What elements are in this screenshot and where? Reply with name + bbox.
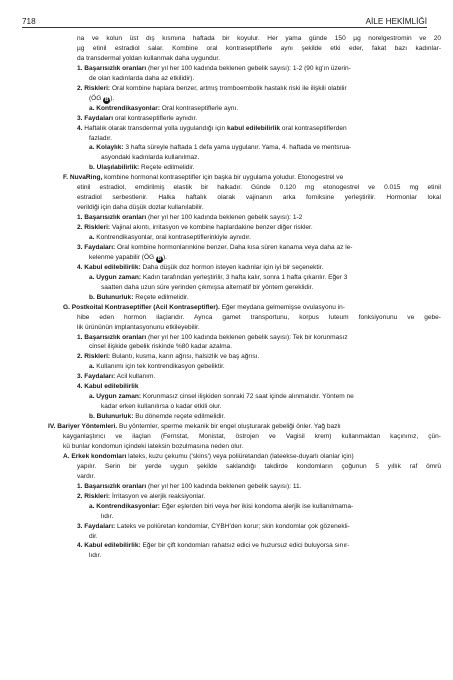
text-line [77, 352, 259, 362]
text-line [63, 173, 343, 183]
text-run: lıdır. [101, 512, 114, 520]
text-line [101, 153, 199, 163]
text-run: (her yıl her 100 kadında beklenen gebelik sayısı): 11. [146, 482, 302, 490]
bold-text: Başarısızlık oranları [84, 64, 147, 72]
text-run: Eğer bir çift kondomları rahatsız edici ve huzursuz edici buluyorsa sınır- [140, 542, 350, 550]
text-run: de olan kadınlarda daha az etkilidir). [89, 74, 195, 82]
text-line [77, 263, 323, 273]
text-run: İrritasyon ve alerjik reaksiyonlar. [110, 492, 206, 500]
text-line [89, 104, 238, 114]
text-run: Haftalık olarak transdermal yolla uygulandığı için [84, 124, 227, 132]
text-line [89, 532, 98, 542]
bold-text: 3. [77, 522, 85, 530]
text-run: Lateks ve poliüretan kondomlar, CYBH'den korur; skin kondomlar çok gözenekli- [115, 522, 350, 530]
text-line [101, 283, 313, 293]
text-run: Reçete edilmelidir. [139, 164, 195, 172]
bold-text: Uygun zaman: [96, 393, 142, 401]
text-line [77, 313, 441, 323]
text-run: vardır. [77, 472, 96, 480]
text-line [77, 183, 441, 193]
bold-text: Kabul edilebilirlik [84, 383, 139, 391]
text-run: etinil estradiol, emdirilmiş elastik bir halkadır. Günde 0.120 mg etonogestrel ve 0.015 mg etinil [77, 184, 441, 192]
bold-text: a. [89, 393, 97, 401]
bold-text: a. [89, 234, 97, 241]
bold-text: F. [63, 174, 70, 182]
bold-text: Faydaları: [84, 373, 116, 381]
text-line [77, 462, 441, 472]
bold-text: A. [63, 452, 72, 460]
text-run: (her yıl her 100 kadında beklenen gebelik sayısı): 1-2 [146, 214, 303, 222]
bold-text: Kabul edilebilirlik: [84, 263, 141, 271]
text-line [77, 84, 347, 94]
text-line [63, 452, 354, 462]
bold-text: Ulaşılabilirlik: [96, 164, 140, 172]
text-run: da transdermal yoldan kullanmak daha uygundur. [77, 54, 221, 62]
text-run: estradiol serbestlenir. Halka haftalık olarak vajinanın arka forniksine yerleştirilir. Hormonlar lokal [77, 194, 441, 202]
text-line [63, 442, 243, 452]
text-run: Eğer eşlerden biri veya her ikisi kondoma alerjik ise kullanılmama- [159, 502, 354, 510]
bold-text: G. [63, 303, 72, 311]
text-line [77, 223, 313, 233]
text-line [89, 74, 194, 84]
text-line [77, 243, 353, 253]
bold-text: Başarısızlık oranları [84, 333, 147, 341]
text-line [77, 522, 350, 532]
bold-text: 4. [77, 263, 85, 271]
bold-text: Kontrendikasyonlar: [96, 104, 160, 112]
text-run: hibe eden hormon ilaçlarıdır. Ayrıca gamet transportunu, korpus luteum fonksiyonunu ve gebe- [77, 313, 441, 321]
bold-text: b. [89, 413, 97, 421]
text-line [77, 482, 301, 492]
text-line [77, 114, 197, 124]
bold-text: Faydaları: [84, 243, 116, 251]
text-run: Kadın tarafından yerleştirilir, 3 hafta kalır, sonra 1 hafta çıkarılır. Eğer 3 [141, 273, 348, 281]
text-run: ). [110, 94, 115, 102]
text-run: oral kontraseptiflerden [280, 124, 347, 132]
bold-text: 1. [77, 333, 85, 341]
bold-text: 2. [77, 492, 85, 500]
bold-text: Riskleri: [84, 224, 111, 232]
bold-text: 2. [77, 224, 85, 232]
bold-text: Riskleri: [84, 353, 111, 361]
bold-text: Kolaylık: [96, 144, 124, 152]
bold-text: 1. [77, 214, 85, 222]
text-run: Kullanımı için tek kontrendikasyon gebeliktir. [96, 363, 225, 371]
text-run: Oral kombine haplara benzer, artmış tromboembolik hastalık riski ile ilişkili olabilir [110, 84, 347, 92]
bold-text: a. [89, 104, 97, 112]
bold-text: Riskleri: [84, 84, 111, 92]
bold-text: a. [89, 273, 97, 281]
bold-text: 3. [77, 243, 85, 251]
bold-text: b. [89, 293, 97, 301]
running-title: AİLE HEKİMLİĞİ [365, 17, 427, 26]
text-line [77, 44, 441, 54]
text-line [101, 402, 221, 412]
text-line [89, 293, 189, 303]
text-run: ). [162, 253, 167, 261]
evidence-grade-badge: B [157, 255, 162, 262]
bold-text: NuvaRing, [69, 174, 103, 182]
bold-text: Başarısızlık oranları [84, 482, 147, 490]
text-run: Reçete edilmelidir. [133, 293, 189, 301]
bold-text: Kontrendikasyonlar: [96, 502, 160, 510]
text-line [89, 412, 225, 422]
text-line [89, 134, 112, 144]
bold-text: 4. [77, 542, 85, 550]
text-run: kayganlaştırıcı ve ilaçlan (Fernstat, Monistat, östrojen ve Vagisil krem) kullanmaktan kaçınınız, çün- [63, 433, 441, 440]
bold-text: 3. [77, 114, 85, 122]
text-run: saatten daha uzun süre yerinden çıkmışsa alternatif bir yöntem gereklidir. [101, 283, 314, 291]
text-line [89, 551, 101, 561]
text-run: Kontrendikasyonlar, oral kontraseptiflerinkiyle aynıdır. [96, 234, 251, 241]
text-line [89, 143, 351, 153]
text-run: Bulantı, kusma, karın ağrısı, halsizlik ve baş ağrısı. [110, 353, 260, 361]
text-line [77, 382, 139, 392]
text-line [77, 193, 441, 203]
bold-text: 4. [77, 124, 85, 132]
text-run: asyondaki kadınlarda kullanılmaz. [101, 154, 200, 162]
text-line [77, 124, 347, 134]
text-line [63, 432, 441, 442]
bold-text: Bariyer Yöntemleri. [57, 423, 118, 431]
bold-text: Faydaları [84, 114, 114, 122]
text-run: kombine hormonal kontraseptifler için başka bir uygulama yoludur. Etonogestrel ve [102, 174, 344, 182]
text-run: Korunmasız cinsel ilişkiden sonraki 72 saat içinde alınmalıdır. Yöntem ne [141, 393, 354, 401]
text-line [77, 213, 302, 223]
text-line [89, 502, 353, 512]
header-rule [22, 27, 427, 28]
bold-text: kabul edilebilirlik [226, 124, 281, 132]
bold-text: Bulunurluk: [96, 413, 134, 421]
text-run: verildiği için daha düşük dozlar kullanılabilir. [77, 204, 204, 212]
text-line [48, 422, 341, 432]
text-line [89, 273, 347, 283]
text-run: Bu dönemde reçete edilmelidir. [133, 413, 226, 421]
bold-text: b. [89, 164, 97, 172]
text-line [77, 203, 204, 213]
bold-text: Bulunurluk: [96, 293, 134, 301]
text-run: 3 hafta süreyle haftada 1 defa yama uygulanır. Yama, 4. haftada ve mentsrua- [123, 144, 352, 152]
bold-text: a. [89, 144, 97, 152]
text-line [89, 362, 225, 372]
text-line [89, 233, 251, 243]
running-header [22, 14, 427, 26]
text-line [77, 492, 205, 502]
bold-text: 4. [77, 383, 85, 391]
text-run: Acil kullanım. [115, 373, 156, 381]
text-line [89, 392, 354, 402]
bold-text: Erkek kondomları [71, 452, 127, 460]
text-run: dir. [89, 532, 98, 540]
bold-text: IV. [48, 423, 58, 431]
text-line [77, 333, 348, 343]
text-line [89, 253, 167, 263]
text-line [101, 512, 113, 522]
text-line [77, 64, 351, 74]
text-run: kadar erken kullanılırsa o kadar etkili olur. [101, 403, 222, 411]
text-run: lıdır. [89, 552, 102, 560]
text-run: kelenme yapabilir (ÖG [89, 253, 156, 261]
text-run: lik ürününün implantasyonunu etkileyebilir. [77, 323, 200, 331]
text-run: Oral kombine hormonlarınkine benzer. Daha kısa süren kanama veya daha az le- [115, 243, 353, 251]
text-line [63, 303, 345, 313]
text-line [89, 163, 195, 173]
text-line [77, 54, 220, 64]
text-run: Eğer meydana gelmemişse ovulasyonu in- [219, 303, 345, 311]
text-run: kü bunlar kondomun içindeki lateksin bozulmasına neden olur. [63, 442, 244, 450]
text-run: (ÖG [89, 94, 104, 102]
text-run: Vajinal akıntı, irritasyon ve kombine haplardakine benzer diğer riskler. [110, 224, 313, 232]
text-run: fazladır. [89, 134, 112, 142]
text-run: µg etinil estradiol salar. Kombine oral kontraseptiflerle aynı şekilde etki eder, fakat bazı kadınlar- [77, 44, 441, 52]
bold-text: a. [89, 363, 97, 371]
text-line [77, 541, 350, 551]
bold-text: Faydaları: [84, 522, 116, 530]
bold-text: Kabul edilebilirlik: [84, 542, 141, 550]
bold-text: Uygun zaman: [96, 273, 142, 281]
bold-text: Başarısızlık oranları [84, 214, 147, 222]
text-line [89, 342, 232, 352]
text-line [89, 94, 114, 104]
text-line [77, 472, 95, 482]
text-run: yapılır. Serin bir yerde uygun şekilde saklandığı takdirde kondomların çoğunun 5 yıllık raf ömrü [77, 462, 441, 470]
text-line [77, 34, 441, 44]
bold-text: 2. [77, 84, 85, 92]
text-run: Oral kontraseptiflerle aynı. [159, 104, 239, 112]
bold-text: 1. [77, 64, 85, 72]
text-run: lateks, kuzu çekumu ('skins') veya poliüretandan (lateekse-duyarlı olanlar için) [126, 452, 354, 460]
bold-text: a. [89, 502, 97, 510]
text-run: Bu yöntemler, sperme mekanik bir engel oluşturarak gebeliği önler. Yağ bazlı [117, 423, 341, 431]
bold-text: 2. [77, 353, 85, 361]
text-line [77, 372, 155, 382]
text-run: na ve kolun üst dış kısmına haftada bir koyulur. Her yama günde 150 µg norelgestromin ve 20 [77, 35, 441, 42]
bold-text: Postkoital Kontraseptifler (Acil Kontraseptifler). [71, 303, 220, 311]
page-number: 718 [22, 17, 36, 26]
text-run: cinsel ilişkide gebelik riskinde %80 kadar azalma. [89, 343, 233, 351]
text-run: (her yıl her 100 kadında beklenen gebelik sayısı): 1-2 (90 kg'ın üzerin- [146, 64, 351, 72]
evidence-grade-badge: B [104, 96, 109, 103]
text-run: (her yıl her 100 kadında beklenen gebelik sayısı): Tek bir korunmasız [146, 333, 348, 341]
bold-text: 3. [77, 373, 85, 381]
bold-text: Riskleri: [84, 492, 111, 500]
text-run: Daha düşük doz hormon isteyen kadınlar için iyi bir seçenektir. [140, 263, 324, 271]
text-line [77, 323, 200, 333]
bold-text: 1. [77, 482, 85, 490]
text-run: oral kontraseptiflerle aynıdır. [113, 114, 198, 122]
